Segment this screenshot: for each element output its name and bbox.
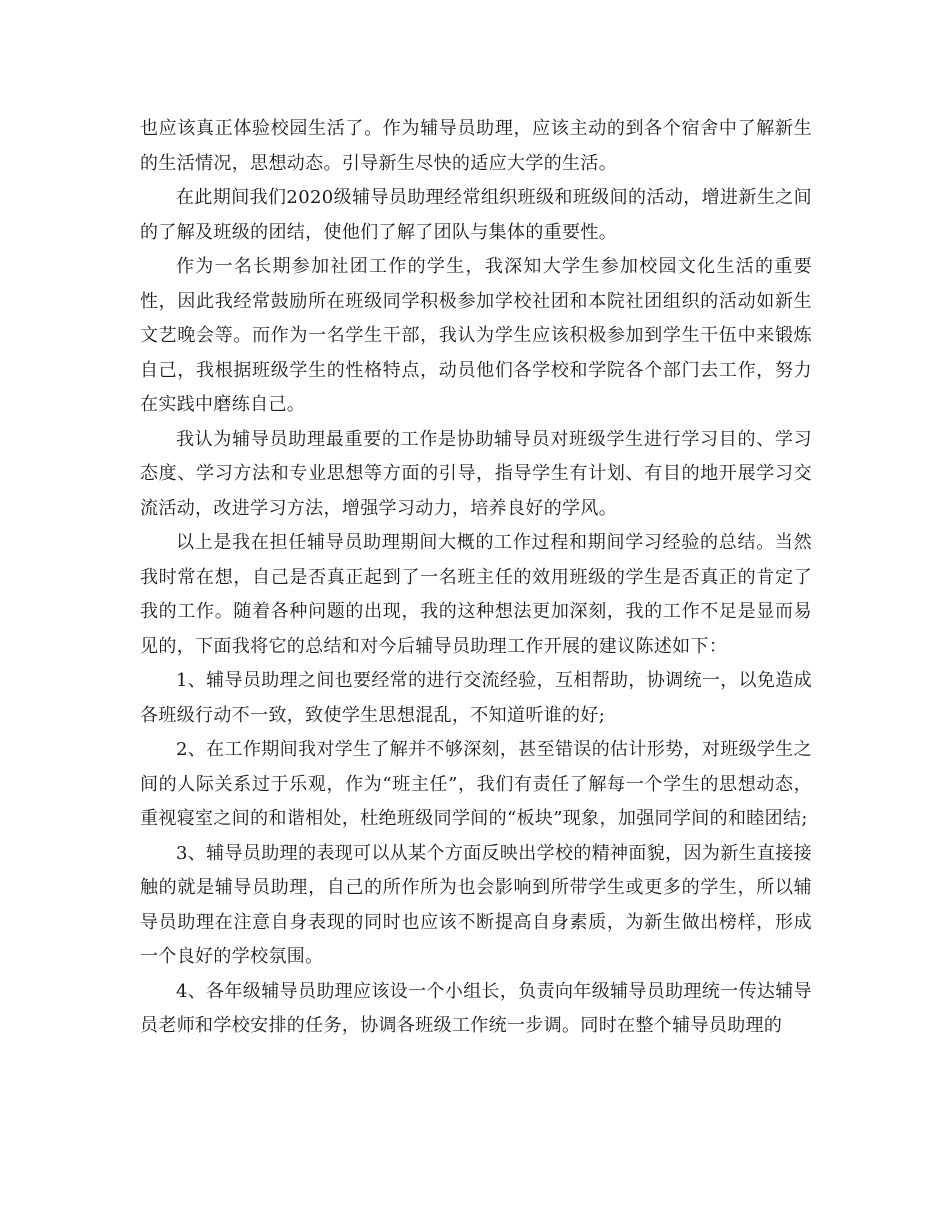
list-item-4: 4、各年级辅导员助理应该设一个小组长，负责向年级辅导员助理统一传达辅导员老师和学校安排的任务，协调各班级工作统一步调。同时在整个辅导员助理的 bbox=[140, 980, 812, 1036]
list-item-3: 3、辅导员助理的表现可以从某个方面反映出学校的精神面貌，因为新生直接接触的就是辅导员助理，自己的所作所为也会影响到所带学生或更多的学生，所以辅导员助理在注意自身表现的同时也应该不断提高自身素质，为新生做出榜样，形成一个良好的学校氛围。 bbox=[140, 842, 812, 967]
paragraph-1: 也应该真正体验校园生活了。作为辅导员助理，应该主动的到各个宿舍中了解新生的生活情况，思想动态。引导新生尽快的适应大学的生活。 bbox=[140, 118, 812, 174]
paragraph-5: 以上是我在担任辅导员助理期间大概的工作过程和期间学习经验的总结。当然我时常在想，自己是否真正起到了一名班主任的效用班级的学生是否真正的肯定了我的工作。随着各种问题的出现，我的这种想法更加深刻，我的工作不足是显而易见的，下面我将它的总结和对今后辅导员助理工作开展的建议陈述如下： bbox=[140, 532, 812, 657]
document-body bbox=[140, 112, 812, 1044]
paragraph-3: 作为一名长期参加社团工作的学生，我深知大学生参加校园文化生活的重要性，因此我经常鼓励所在班级同学积极参加学校社团和本院社团组织的活动如新生文艺晚会等。而作为一名学生干部，我认为学生应该积极参加到学生干伍中来锻炼自己，我根据班级学生的性格特点，动员他们各学校和学院各个部门去工作，努力在实践中磨练自己。 bbox=[140, 256, 812, 415]
list-item-2: 2、在工作期间我对学生了解并不够深刻，甚至错误的估计形势，对班级学生之间的人际关系过于乐观，作为“班主任”，我们有责任了解每一个学生的思想动态，重视寝室之间的和谐相处，杜绝班级同学间的“板块”现象，加强同学间的和睦团结; bbox=[140, 739, 812, 829]
list-item-1: 1、辅导员助理之间也要经常的进行交流经验，互相帮助，协调统一，以免造成各班级行动不一致，致使学生思想混乱，不知道听谁的好; bbox=[140, 670, 812, 726]
paragraph-2: 在此期间我们2020级辅导员助理经常组织班级和班级间的活动，增进新生之间的了解及班级的团结，使他们了解了团队与集体的重要性。 bbox=[140, 187, 812, 243]
paragraph-4: 我认为辅导员助理最重要的工作是协助辅导员对班级学生进行学习目的、学习态度、学习方法和专业思想等方面的引导，指导学生有计划、有目的地开展学习交流活动，改进学习方法，增强学习动力，培养良好的学风。 bbox=[140, 428, 812, 519]
